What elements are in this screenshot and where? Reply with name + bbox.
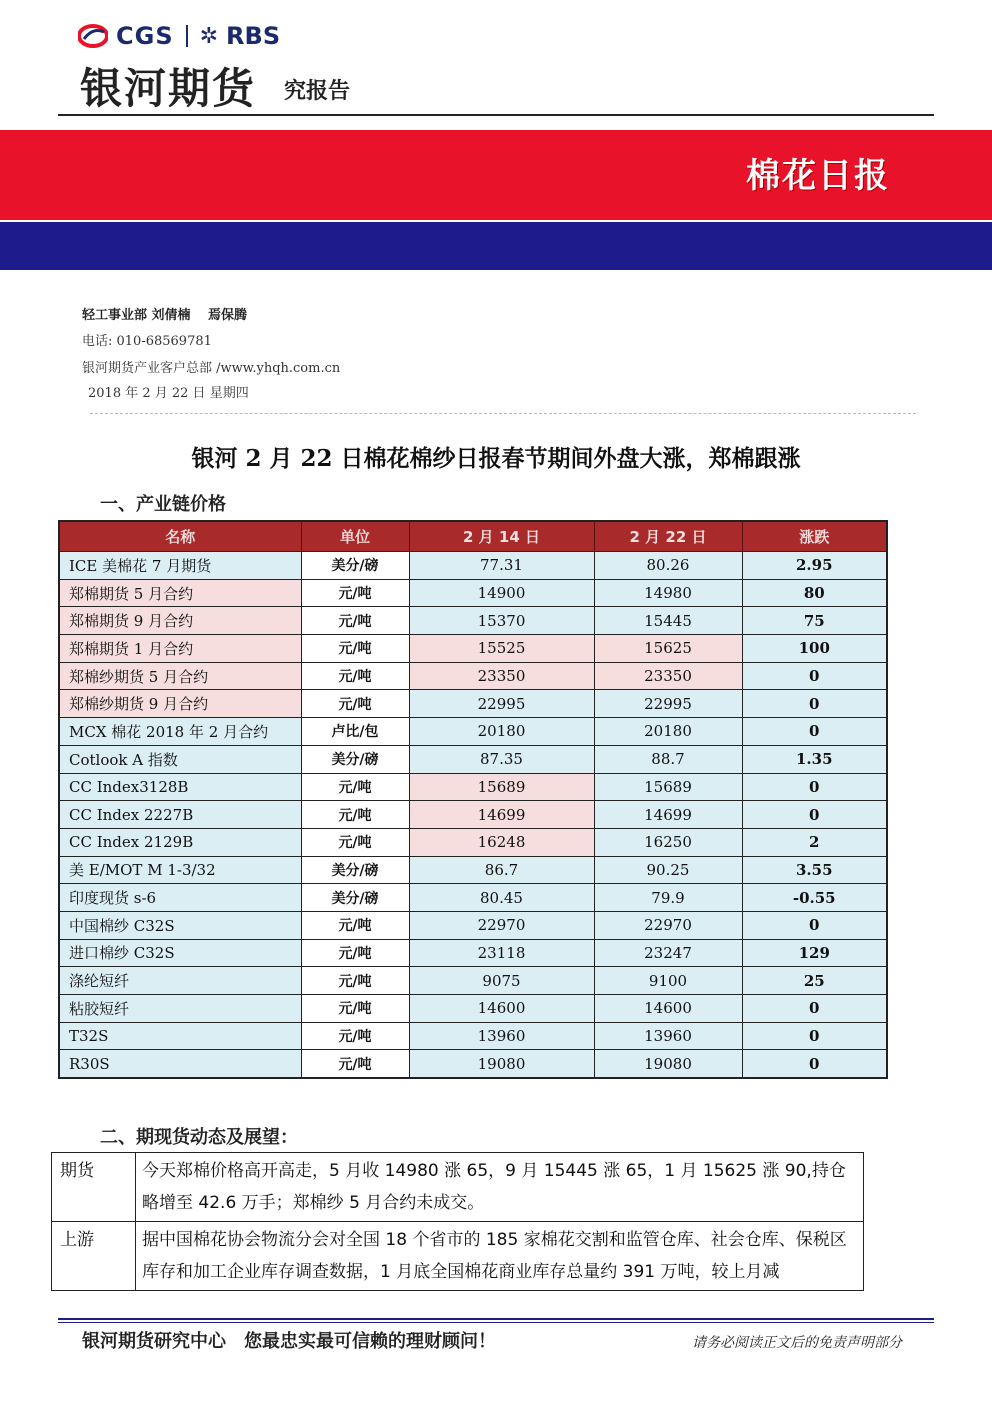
cell-date1: 87.35 bbox=[409, 745, 594, 773]
rbs-logo-icon: ✲ bbox=[199, 23, 219, 49]
cell-unit: 元/吨 bbox=[301, 1050, 409, 1078]
cell-date1: 14900 bbox=[409, 579, 594, 607]
section-1-title: 一、产业链价格 bbox=[100, 494, 226, 515]
cell-date2: 22970 bbox=[594, 911, 742, 939]
cell-unit: 元/吨 bbox=[301, 939, 409, 967]
cell-name: R30S bbox=[59, 1050, 301, 1078]
cell-date2: 9100 bbox=[594, 967, 742, 995]
cell-date1: 15525 bbox=[409, 635, 594, 663]
cell-date2: 14600 bbox=[594, 995, 742, 1023]
cell-name: 粘胶短纤 bbox=[59, 995, 301, 1023]
table-row bbox=[59, 884, 887, 912]
cell-date2: 22995 bbox=[594, 690, 742, 718]
col-header-change: 涨跌 bbox=[742, 521, 887, 552]
cell-date1: 80.45 bbox=[409, 884, 594, 912]
cell-name: 涤纶短纤 bbox=[59, 967, 301, 995]
cell-unit: 元/吨 bbox=[301, 911, 409, 939]
cell-change: 3.55 bbox=[742, 856, 887, 884]
cell-name: 进口棉纱 C32S bbox=[59, 939, 301, 967]
cell-date1: 23118 bbox=[409, 939, 594, 967]
cell-unit: 元/吨 bbox=[301, 967, 409, 995]
cell-date2: 14699 bbox=[594, 801, 742, 829]
cell-unit: 元/吨 bbox=[301, 635, 409, 663]
cell-name: 郑棉期货 5 月合约 bbox=[59, 579, 301, 607]
cell-name: 美 E/MOT M 1-3/32 bbox=[59, 856, 301, 884]
dyn-label: 上游 bbox=[52, 1222, 136, 1291]
market-dynamics-table bbox=[51, 1152, 864, 1291]
cell-date2: 23247 bbox=[594, 939, 742, 967]
section-2-title: 二、期现货动态及展望： bbox=[100, 1127, 298, 1148]
cell-date1: 86.7 bbox=[409, 856, 594, 884]
table-row bbox=[52, 1153, 864, 1222]
cell-name: 郑棉期货 9 月合约 bbox=[59, 607, 301, 635]
cell-date1: 13960 bbox=[409, 1022, 594, 1050]
cell-change: 0 bbox=[742, 1050, 887, 1078]
cell-date2: 79.9 bbox=[594, 884, 742, 912]
report-type-title: 棉花日报 bbox=[746, 156, 890, 196]
cell-date1: 77.31 bbox=[409, 552, 594, 580]
table-row bbox=[59, 662, 887, 690]
logo-rbs-text: RBS bbox=[226, 22, 281, 50]
cell-date1: 23350 bbox=[409, 662, 594, 690]
dyn-label: 期货 bbox=[52, 1153, 136, 1222]
dyn-text: 据中国棉花协会物流分会对全国 18 个省市的 185 家棉花交割和监管仓库、社会仓库、保税区库存和加工企业库存调查数据，1 月底全国棉花商业库存总量约 391 万吨，较上月减 bbox=[136, 1222, 864, 1291]
cell-unit: 元/吨 bbox=[301, 828, 409, 856]
cell-date2: 88.7 bbox=[594, 745, 742, 773]
cell-name: Cotlook A 指数 bbox=[59, 745, 301, 773]
cell-name: 郑棉纱期货 9 月合约 bbox=[59, 690, 301, 718]
dashed-divider bbox=[90, 413, 916, 414]
cell-name: CC Index 2129B bbox=[59, 828, 301, 856]
table-row bbox=[59, 690, 887, 718]
cgs-logo-icon bbox=[78, 23, 108, 49]
cell-date2: 19080 bbox=[594, 1050, 742, 1078]
company-logo bbox=[78, 22, 280, 50]
cell-date2: 90.25 bbox=[594, 856, 742, 884]
cell-date1: 20180 bbox=[409, 718, 594, 746]
footer-rule bbox=[58, 1318, 934, 1320]
cell-unit: 元/吨 bbox=[301, 995, 409, 1023]
cell-name: 郑棉纱期货 5 月合约 bbox=[59, 662, 301, 690]
title-band-blue bbox=[0, 222, 992, 270]
cell-change: 80 bbox=[742, 579, 887, 607]
cell-unit: 美分/磅 bbox=[301, 884, 409, 912]
cell-unit: 元/吨 bbox=[301, 773, 409, 801]
cell-change: 0 bbox=[742, 911, 887, 939]
table-row bbox=[59, 745, 887, 773]
table-row bbox=[59, 607, 887, 635]
cell-change: 0 bbox=[742, 801, 887, 829]
table-row bbox=[59, 801, 887, 829]
table-row bbox=[59, 552, 887, 580]
cell-date2: 15689 bbox=[594, 773, 742, 801]
cell-date1: 22995 bbox=[409, 690, 594, 718]
cell-unit: 美分/磅 bbox=[301, 552, 409, 580]
cell-unit: 元/吨 bbox=[301, 690, 409, 718]
cell-date1: 9075 bbox=[409, 967, 594, 995]
cell-date2: 14980 bbox=[594, 579, 742, 607]
table-row bbox=[59, 579, 887, 607]
cell-change: 1.35 bbox=[742, 745, 887, 773]
table-row bbox=[59, 773, 887, 801]
cell-date1: 14699 bbox=[409, 801, 594, 829]
cell-date1: 19080 bbox=[409, 1050, 594, 1078]
cell-change: -0.55 bbox=[742, 884, 887, 912]
cell-name: ICE 美棉花 7 月期货 bbox=[59, 552, 301, 580]
col-header-unit: 单位 bbox=[301, 521, 409, 552]
table-row bbox=[52, 1222, 864, 1291]
cell-date2: 80.26 bbox=[594, 552, 742, 580]
table-row bbox=[59, 856, 887, 884]
cell-change: 100 bbox=[742, 635, 887, 663]
price-table-header bbox=[59, 521, 887, 552]
cell-change: 0 bbox=[742, 1022, 887, 1050]
cell-unit: 元/吨 bbox=[301, 662, 409, 690]
footer-disclaimer-note: 请务必阅读正文后的免责声明部分 bbox=[692, 1335, 902, 1351]
table-row bbox=[59, 995, 887, 1023]
cell-date2: 15625 bbox=[594, 635, 742, 663]
cell-name: CC Index 2227B bbox=[59, 801, 301, 829]
report-title: 银河 2 月 22 日棉花棉纱日报春节期间外盘大涨，郑棉跟涨 bbox=[191, 445, 801, 472]
cell-unit: 卢比/包 bbox=[301, 718, 409, 746]
cell-name: 郑棉期货 1 月合约 bbox=[59, 635, 301, 663]
col-header-date2: 2 月 22 日 bbox=[594, 521, 742, 552]
cell-unit: 美分/磅 bbox=[301, 856, 409, 884]
cell-name: CC Index3128B bbox=[59, 773, 301, 801]
cell-change: 129 bbox=[742, 939, 887, 967]
table-row bbox=[59, 635, 887, 663]
cell-date1: 16248 bbox=[409, 828, 594, 856]
cell-unit: 元/吨 bbox=[301, 579, 409, 607]
col-header-date1: 2 月 14 日 bbox=[409, 521, 594, 552]
cell-unit: 美分/磅 bbox=[301, 745, 409, 773]
col-header-name: 名称 bbox=[59, 521, 301, 552]
phone-line: 电话: 010-68569781 bbox=[82, 334, 212, 349]
cell-date2: 13960 bbox=[594, 1022, 742, 1050]
cell-change: 0 bbox=[742, 773, 887, 801]
logo-separator bbox=[186, 25, 188, 47]
logo-cgs-text: CGS bbox=[116, 22, 174, 50]
cell-date2: 20180 bbox=[594, 718, 742, 746]
cell-name: 印度现货 s-6 bbox=[59, 884, 301, 912]
cell-change: 25 bbox=[742, 967, 887, 995]
date-line: 2018 年 2 月 22 日 星期四 bbox=[88, 386, 249, 401]
cell-name: MCX 棉花 2018 年 2 月合约 bbox=[59, 718, 301, 746]
header-rule bbox=[58, 114, 934, 116]
cell-date1: 15370 bbox=[409, 607, 594, 635]
cell-name: 中国棉纱 C32S bbox=[59, 911, 301, 939]
cell-change: 0 bbox=[742, 690, 887, 718]
brand-name: 银河期货 bbox=[80, 64, 257, 113]
cell-change: 75 bbox=[742, 607, 887, 635]
table-row bbox=[59, 828, 887, 856]
brand-subtitle: 究报告 bbox=[284, 79, 351, 104]
cell-date2: 23350 bbox=[594, 662, 742, 690]
cell-date1: 14600 bbox=[409, 995, 594, 1023]
table-row bbox=[59, 1050, 887, 1078]
price-table bbox=[58, 520, 888, 1079]
cell-unit: 元/吨 bbox=[301, 801, 409, 829]
cell-unit: 元/吨 bbox=[301, 1022, 409, 1050]
table-row bbox=[59, 967, 887, 995]
cell-change: 0 bbox=[742, 995, 887, 1023]
table-row bbox=[59, 718, 887, 746]
cell-change: 0 bbox=[742, 662, 887, 690]
footer-slogan: 银河期货研究中心 您最忠实最可信赖的理财顾问！ bbox=[82, 1331, 496, 1352]
dyn-text: 今天郑棉价格高开高走，5 月收 14980 涨 65，9 月 15445 涨 65，1 月 15625 涨 90,持仓略增至 42.6 万手；郑棉纱 5 月合约未成交。 bbox=[136, 1153, 864, 1222]
cell-change: 0 bbox=[742, 718, 887, 746]
table-row bbox=[59, 911, 887, 939]
cell-unit: 元/吨 bbox=[301, 607, 409, 635]
cell-change: 2 bbox=[742, 828, 887, 856]
table-row bbox=[59, 939, 887, 967]
cell-date2: 15445 bbox=[594, 607, 742, 635]
website-line: 银河期货产业客户总部 /www.yhqh.com.cn bbox=[82, 361, 341, 376]
cell-date2: 16250 bbox=[594, 828, 742, 856]
table-row bbox=[59, 1022, 887, 1050]
cell-name: T32S bbox=[59, 1022, 301, 1050]
author-line: 轻工事业部 刘倩楠 焉保腾 bbox=[82, 308, 248, 323]
cell-change: 2.95 bbox=[742, 552, 887, 580]
cell-date1: 22970 bbox=[409, 911, 594, 939]
cell-date1: 15689 bbox=[409, 773, 594, 801]
footer-rule-thin bbox=[58, 1322, 934, 1323]
